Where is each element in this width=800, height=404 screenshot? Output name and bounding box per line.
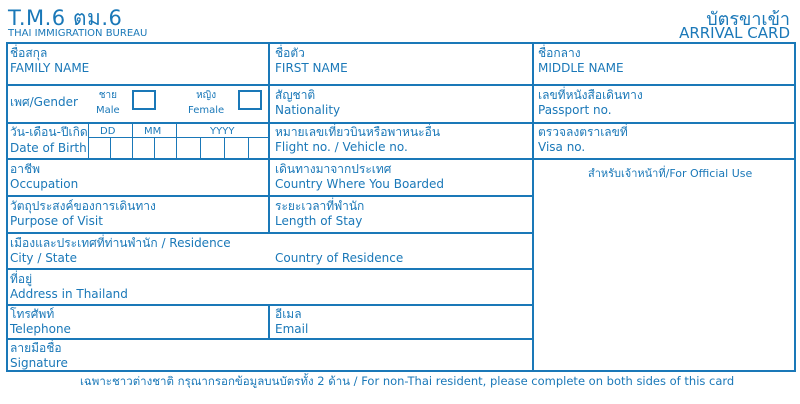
purpose-label: Purpose of Visit	[10, 214, 103, 228]
country-residence-label[interactable]: Country of Residence	[275, 251, 404, 265]
email-label: Email	[275, 322, 309, 336]
residence-thai: เมืองและประเทศที่ท่านพำนัก / Residence	[10, 236, 231, 250]
visa-thai: ตรวจลงตราเลขที่	[538, 125, 628, 139]
signature-label: Signature	[10, 356, 68, 370]
bureau-name: THAI IMMIGRATION BUREAU	[8, 28, 148, 39]
family-name-field[interactable]	[10, 46, 89, 76]
boarded-thai: เดินทางมาจากประเทศ	[275, 162, 392, 176]
family-name-label: FAMILY NAME	[10, 61, 90, 75]
occupation-field[interactable]	[10, 162, 78, 192]
boarded-label: Country Where You Boarded	[275, 177, 444, 191]
dob-input[interactable]	[89, 138, 267, 158]
dob-thai: วัน-เดือน-ปีเกิด	[10, 125, 88, 139]
city-state-label[interactable]: City / State	[10, 251, 77, 265]
stay-field[interactable]	[275, 199, 364, 229]
passport-thai: เลขที่หนังสือเดินทาง	[538, 88, 643, 102]
official-use-label: สำหรับเจ้าหน้าที่/For Official Use	[588, 167, 753, 180]
purpose-thai: วัตถุประสงค์ของการเดินทาง	[10, 199, 156, 213]
email-thai: อีเมล	[275, 307, 302, 321]
male-checkbox[interactable]	[132, 90, 156, 110]
telephone-thai: โทรศัพท์	[10, 307, 55, 321]
occupation-label: Occupation	[10, 177, 79, 191]
middle-name-thai: ชื่อกลาง	[538, 46, 581, 60]
signature-thai: ลายมือชื่อ	[10, 341, 62, 355]
dob-month-label: MM	[144, 126, 162, 137]
flight-field[interactable]	[275, 125, 440, 155]
passport-label: Passport no.	[538, 103, 612, 117]
occupation-thai: อาชีพ	[10, 162, 40, 176]
dob-year-label: YYYY	[210, 126, 235, 137]
nationality-label: Nationality	[275, 103, 341, 117]
card-title-thai: บัตรขาเข้า	[706, 9, 790, 30]
male-label: Male	[96, 105, 120, 116]
flight-thai: หมายเลขเที่ยวบินหรือพาหนะอื่น	[275, 125, 441, 139]
card-title-english: ARRIVAL CARD	[679, 24, 790, 42]
female-option	[188, 88, 224, 118]
passport-field[interactable]	[538, 88, 643, 118]
telephone-label: Telephone	[10, 322, 71, 336]
flight-label: Flight no. / Vehicle no.	[275, 140, 408, 154]
female-label: Female	[188, 105, 225, 116]
stay-label: Length of Stay	[275, 214, 363, 228]
dob-day-label: DD	[100, 126, 116, 137]
footer-note: เฉพาะชาวต่างชาติ กรุณากรอกข้อมูลบนบัตรทั้ง 2 ด้าน / For non-Thai resident, please complete on both sides of this card	[80, 374, 735, 388]
middle-name-label: MIDDLE NAME	[538, 61, 624, 75]
email-field[interactable]	[275, 307, 308, 337]
first-name-field[interactable]	[275, 46, 348, 76]
address-label: Address in Thailand	[10, 287, 128, 301]
signature-field[interactable]	[10, 341, 68, 371]
telephone-field[interactable]	[10, 307, 71, 337]
nationality-thai: สัญชาติ	[275, 88, 316, 102]
female-checkbox[interactable]	[238, 90, 262, 110]
visa-field[interactable]	[538, 125, 628, 155]
male-thai: ชาย	[98, 90, 117, 101]
first-name-label: FIRST NAME	[275, 61, 348, 75]
dob-label: Date of Birth	[10, 141, 87, 155]
female-thai: หญิง	[196, 90, 217, 101]
form-code: T.M.6 ตม.6	[8, 6, 123, 30]
nationality-field[interactable]	[275, 88, 340, 118]
visa-label: Visa no.	[538, 140, 586, 154]
first-name-thai: ชื่อตัว	[275, 46, 305, 60]
purpose-field[interactable]	[10, 199, 156, 229]
stay-thai: ระยะเวลาที่พำนัก	[275, 199, 365, 213]
address-field[interactable]	[10, 272, 128, 302]
family-name-thai: ชื่อสกุล	[10, 46, 48, 60]
male-option	[96, 88, 120, 118]
address-thai: ที่อยู่	[10, 272, 33, 286]
gender-label: เพศ/Gender	[10, 95, 78, 109]
middle-name-field[interactable]	[538, 46, 624, 76]
boarded-field[interactable]	[275, 162, 444, 192]
